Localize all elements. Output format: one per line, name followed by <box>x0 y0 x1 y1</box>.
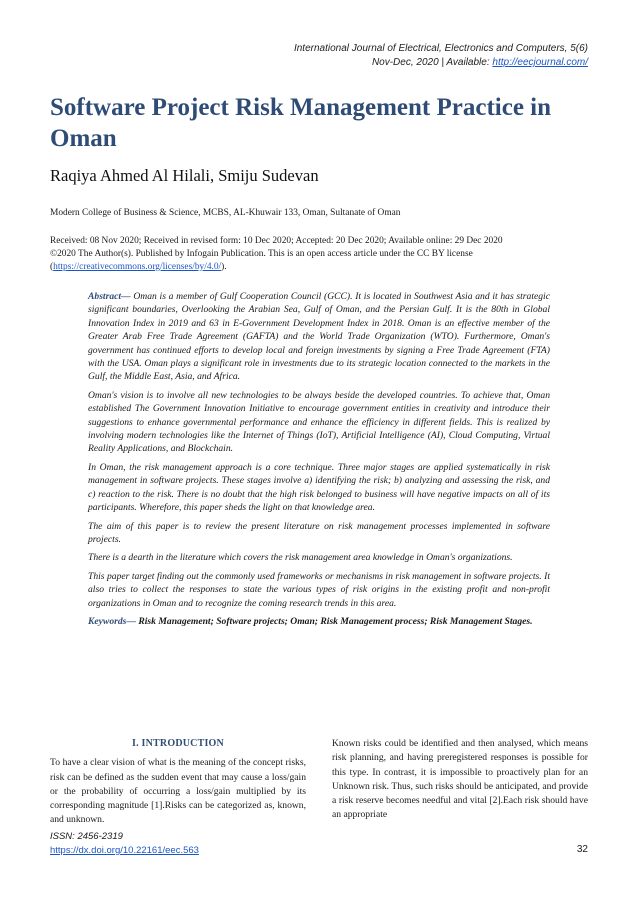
abstract-label: Abstract— <box>88 291 131 302</box>
paper-title: Software Project Risk Management Practice in Oman <box>50 94 552 152</box>
doi-link[interactable]: https://dx.doi.org/10.22161/eec.563 <box>50 845 199 856</box>
affiliation: Modern College of Business & Science, MCBS, AL-Khuwair 133, Oman, Sultanate of Oman <box>50 208 401 218</box>
abstract-paragraph: The aim of this paper is to review the present literature on risk management processes implemented in software projects. <box>88 520 550 545</box>
issn: ISSN: 2456-2319 <box>50 831 123 842</box>
publication-dates <box>50 235 590 274</box>
issue-prefix: Nov-Dec, 2020 | Available: <box>371 57 493 68</box>
license-line <box>50 261 590 274</box>
intro-paragraph-right: Known risks could be identified and then analysed, which means risk planning, and having preregistered responses is possible for this type. In contrast, it is impossible to proactively plan for an Unknown risk. Thus, such risks should be anticipated, and provide a risk reserve becomes needful and vital [2].Each risk should have an appropriate <box>332 738 588 821</box>
right-column <box>332 737 588 823</box>
keywords <box>88 615 550 628</box>
authors: Raqiya Ahmed Al Hilali, Smiju Sudevan <box>50 166 319 185</box>
keywords-text: Risk Management; Software projects; Oman; Risk Management process; Risk Management Stages. <box>135 615 533 627</box>
abstract <box>88 290 550 633</box>
abstract-paragraph: There is a dearth in the literature which covers the risk management area knowledge in Oman's organizations. <box>88 552 513 564</box>
intro-paragraph-left: To have a clear vision of what is the meaning of the concept risks, risk can be defined as the sudden event that may cause a loss/gain or the probability of occurring a loss/gain multiplied by its corresponding magnitude [1].Risks can be categorized as, known, and unknown. <box>50 757 306 826</box>
copyright-line: ©2020 The Author(s). Published by Infogain Publication. This is an open access article under the CC BY license <box>50 249 473 259</box>
license-link[interactable]: https://creativecommons.org/licenses/by/4.0/ <box>53 262 222 272</box>
issue-line <box>128 56 588 70</box>
keywords-label: Keywords— <box>88 615 136 627</box>
abstract-paragraph: This paper target finding out the commonly used frameworks or mechanisms in risk management in software projects. It also tries to collect the responses to state the various types of risk origins in the existing profit and non-profit organizations in Oman and to recognize the coming research trends in this area. <box>88 570 550 609</box>
abstract-text: Oman is a member of Gulf Cooperation Council (GCC). It is located in Southwest Asia and it has strategic significant boundaries, Overlooking the Arabian Sea, Gulf of Oman, and the Persian Gulf. It is the 80th in Global Innovation Index in 2019 and 63 in E-Government Development Index in 2018. Oman is an effective member of the Greater Arab Free Trade Agreement (GAFTA) and the World Trade Organization (WTO). Furthermore, Oman's government has continued efforts to develop local and foreign investments by signing a Free Trade Agreement (FTA) with the USA. Oman plays a significant role in investments due to its strategic location connected to the markets in the Gulf, the Middle East, Asia, and Africa. <box>88 291 550 383</box>
journal-link[interactable]: http://eecjournal.com/ <box>492 57 588 68</box>
abstract-paragraph: In Oman, the risk management approach is a core technique. Three major stages are applied systematically in risk management in software projects. These stages involve a) identifying the risk; b) analyzing and assessing the risk, and c) reaction to the risk. There is no doubt that the high risk belonged to business will have negative impacts on all of its participants. Wherefore, this paper sheds the light on that knowledge area. <box>88 461 550 514</box>
journal-header <box>128 42 588 70</box>
abstract-paragraph: Oman's vision is to involve all new technologies to be always beside the developed countries. To achieve that, Oman established The Government Innovation Initiative to encourage government entities in creativity and introduce their suggestions to enhance governmental performance and enhance the efficiency in different fields. This is realized by involving modern technologies like the Internet of Things (IoT), Artificial Intelligence (AI), Cloud Computing, Virtual Reality Applications, and Blockchain. <box>88 389 550 455</box>
footer <box>50 830 350 858</box>
license-close: ). <box>221 262 227 272</box>
section-heading-introduction: I. INTRODUCTION <box>132 738 224 749</box>
left-column <box>50 737 306 828</box>
page-number: 32 <box>576 844 588 855</box>
journal-line: International Journal of Electrical, Electronics and Computers, 5(6) <box>293 43 588 54</box>
license-open: ( <box>50 262 54 272</box>
abstract-paragraph <box>88 290 550 384</box>
received-dates: Received: 08 Nov 2020; Received in revised form: 10 Dec 2020; Accepted: 20 Dec 2020; Available online: 29 Dec 2020 <box>50 236 503 246</box>
